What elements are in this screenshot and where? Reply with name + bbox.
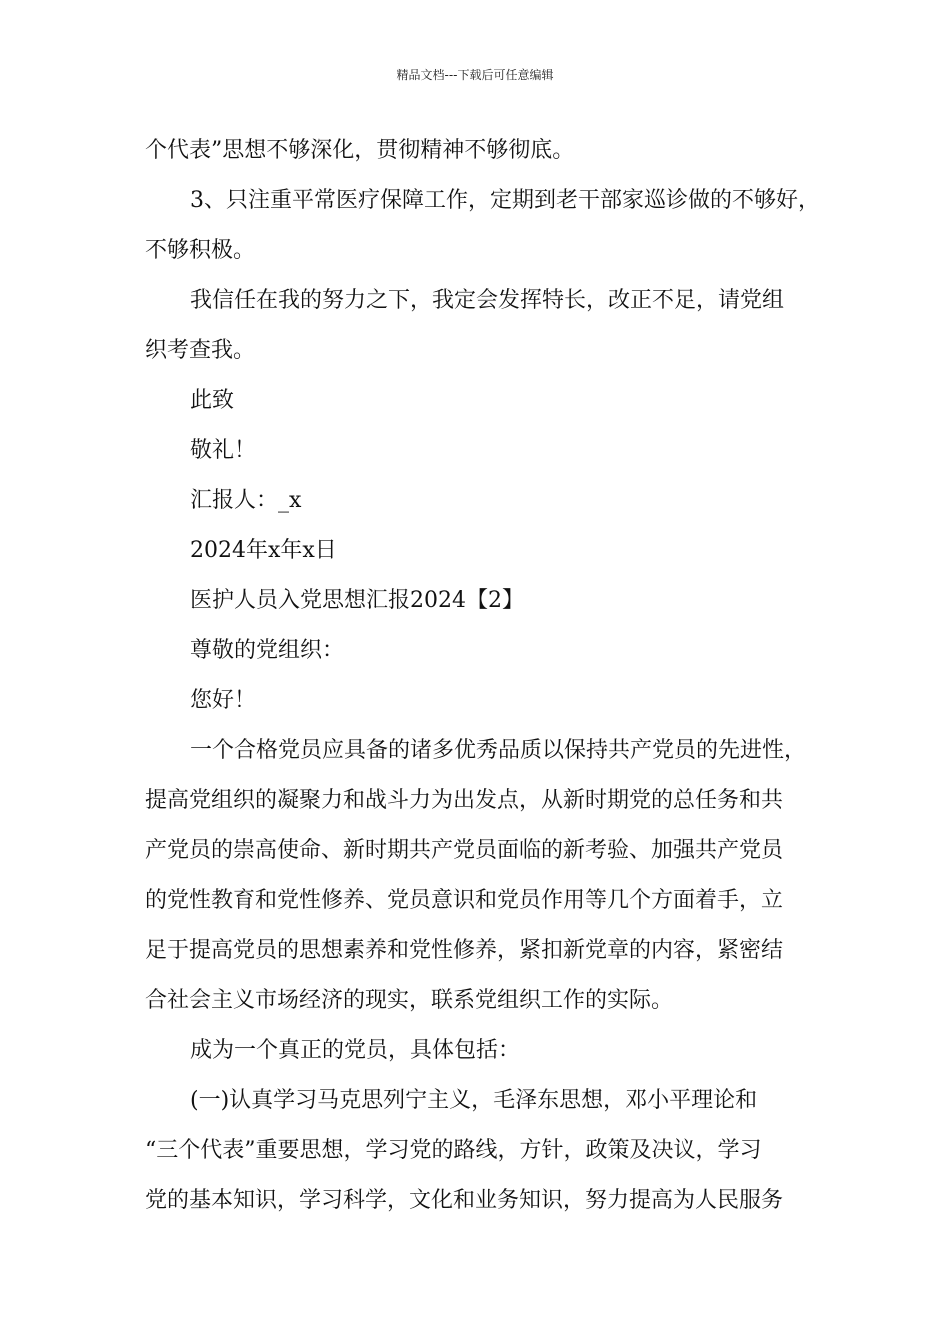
report-date: 2024年x年x日	[190, 538, 337, 563]
text-line: (一)认真学习马克思列宁主义，毛泽东思想，邓小平理论和	[190, 1088, 758, 1113]
document-body	[145, 132, 820, 1232]
page-header: 精品文档---下载后可任意编辑	[396, 68, 554, 82]
text-line: 成为一个真正的党员，具体包括：	[190, 1038, 521, 1063]
text-line: 不够积极。	[145, 238, 256, 263]
closing-regards: 敬礼！	[190, 438, 257, 463]
text-line: 产党员的崇高使命、新时期共产党员面临的新考验、加强共产党员	[145, 838, 784, 863]
greeting-addressee: 尊敬的党组织：	[190, 638, 345, 663]
greeting-hello: 您好！	[190, 688, 257, 713]
text-line: 足于提高党员的思想素养和党性修养，紧扣新党章的内容，紧密结	[145, 938, 784, 963]
text-line: 合社会主义市场经济的现实，联系党组织工作的实际。	[145, 988, 674, 1013]
text-line: 提高党组织的凝聚力和战斗力为出发点，从新时期党的总任务和共	[145, 788, 784, 813]
text-line: 个代表”思想不够深化，贯彻精神不够彻底。	[145, 138, 575, 163]
section-title: 医护人员入党思想汇报2024【2】	[190, 588, 524, 613]
text-line: “三个代表”重要思想，学习党的路线，方针，政策及决议，学习	[145, 1138, 762, 1163]
text-line: 的党性教育和党性修养、党员意识和党员作用等几个方面着手，立	[145, 888, 784, 913]
text-line: 织考查我。	[145, 338, 256, 363]
closing-salutation: 此致	[190, 388, 235, 413]
text-line: 3、只注重平常医疗保障工作，定期到老干部家巡诊做的不够好，	[190, 188, 820, 213]
reporter-name: 汇报人：_x	[190, 488, 302, 513]
text-line: 一个合格党员应具备的诸多优秀品质以保持共产党员的先进性，	[190, 738, 807, 763]
text-line: 党的基本知识，学习科学，文化和业务知识，努力提高为人民服务	[145, 1188, 784, 1213]
text-line: 我信任在我的努力之下，我定会发挥特长，改正不足，请党组	[190, 288, 785, 313]
